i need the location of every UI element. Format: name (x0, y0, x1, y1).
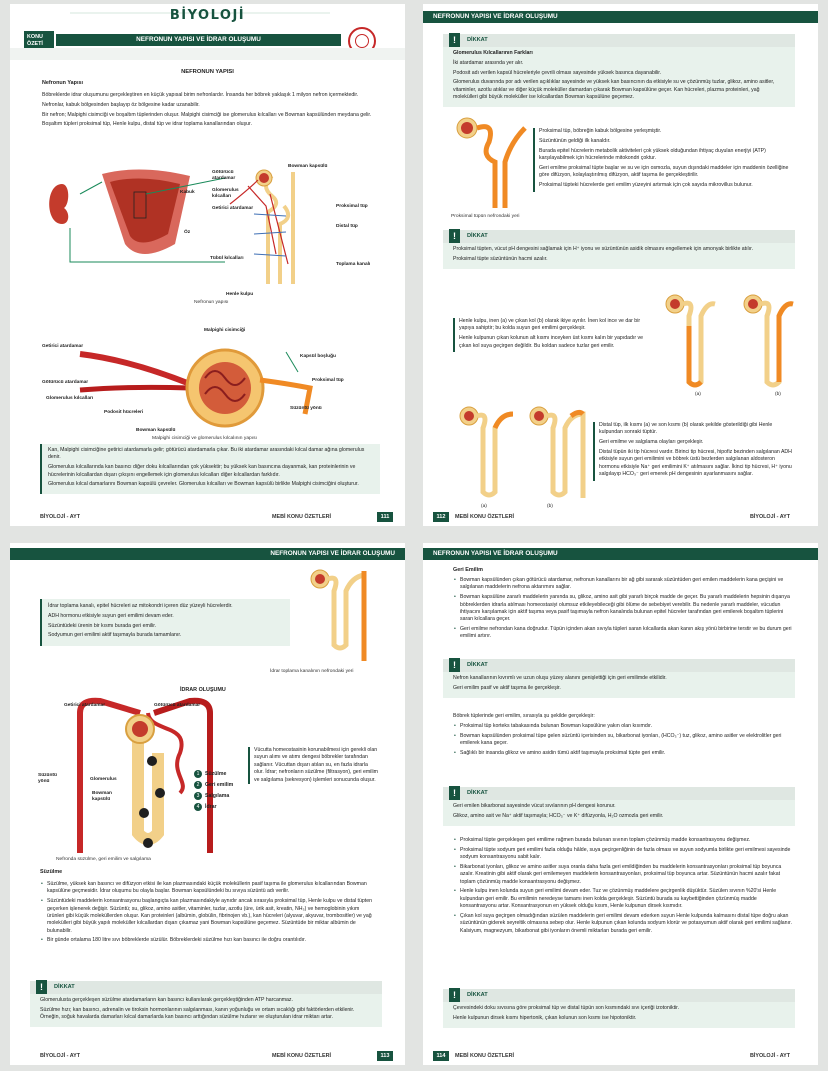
legend-number: 4 (194, 803, 202, 811)
header-text: NEFRONUN YAPISI VE İDRAR OLUŞUMU (433, 550, 558, 557)
legend-label: Geri emilim (205, 782, 234, 788)
footer-subject: BİYOLOJİ - AYT (40, 1053, 81, 1059)
list-item: • Bir günde ortalama 180 litre sıvı böbreklerde süzülür. Böbreklerdeki süzülme hızı kan basıncı ile doğru orantılıdır. (40, 937, 378, 944)
figure-caption: İdrar toplama kanalının nefrondaki yeri (270, 669, 354, 674)
label-a: (a) (695, 392, 701, 397)
dikkat-box (443, 1002, 795, 1028)
footer-series: MEBİ KONU ÖZETLERİ (455, 514, 514, 520)
paragraph: Proksimal tüpte süzüntünün hacmi azalır. (453, 255, 548, 262)
figure-caption: Nefronda süzülme, geri emilim ve salgılama (56, 857, 151, 862)
page-number: 113 (377, 1051, 393, 1061)
dikkat-box (443, 47, 795, 107)
legend-item (194, 802, 244, 813)
warning-icon: ! (449, 988, 460, 1003)
warning-icon: ! (449, 229, 460, 244)
subsection-title: Süzülme (40, 869, 63, 875)
collecting-duct-box (40, 599, 290, 646)
subject-title: BİYOLOJİ (169, 8, 246, 23)
paragraph: Henle kulpunun dirsek kısmı hipertonik, çıkan kolunun son kısmı ise hipotoniktir. (453, 1014, 637, 1021)
label-glomerulus: Glomerulus kılcalları (212, 188, 239, 199)
page-113 (10, 543, 405, 1065)
warning-icon: ! (449, 33, 460, 48)
page-header (423, 548, 818, 560)
paragraph: Distal tüp, ilk kısmı (a) ve son kısmı (b) olarak şekilde gösterildiği gibi Henle kulpundan sonraki tüptür. (599, 422, 773, 436)
page-number: 114 (433, 1051, 449, 1061)
label-goturucu: Götürücü atardamar (154, 703, 201, 708)
label-proksimal-2: Proksimal tüp (312, 378, 344, 383)
label-bowman: Bowman kapsülü (288, 164, 328, 169)
paragraph: Böbrek tüplerinde geri emilim, sırasıyla şu şekilde gerçekleşir: (453, 713, 595, 719)
legend-item (194, 769, 244, 780)
proximal-tube-figure (451, 112, 531, 212)
page-header (423, 11, 818, 23)
paragraph: Proksimal tüpteki hücrelerde geri emilim yüzeyini artırmak için çok sayıda mikrovillus bulunur. (539, 181, 753, 188)
homeostasis-text: Vücutta homeostasinin korunabilmesi için gerekli olan suyun alımı ve atımı dengesi böbrekler tarafından sağlanır. Vücuttan dışarı atılan su, en fazla idrarla olur. İdrar; nefronların süzülme (filtrasyon), geri emilim ve salgılama (sekresyon) işlemleri sonucunda oluşur. (248, 747, 378, 784)
page-footer (10, 511, 405, 523)
dikkat-label: DİKKAT (467, 233, 488, 239)
dikkat-box-title (443, 787, 795, 800)
dikkat-label: DİKKAT (467, 37, 488, 43)
page-footer (10, 1050, 405, 1062)
header-text: NEFRONUN YAPISI VE İDRAR OLUŞUMU (136, 36, 261, 43)
label-podosit: Podosit hücreleri (104, 410, 144, 415)
footer-subject: BİYOLOJİ - AYT (749, 514, 790, 520)
section-title: NEFRONUN YAPISI (181, 69, 234, 75)
footer-series: MEBİ KONU ÖZETLERİ (272, 514, 331, 520)
list-item: • Geri emilme nefrondan kana doğrudur. Tüpün içinden akan sıvıyla tüpleri saran kılcallarda akan kanın akış yönü birbirine terstir ve bu durum geri emilimi artırır. (453, 626, 793, 641)
konu-ozeti-badge: KONU ÖZETİ (24, 31, 54, 53)
paragraph: Glomerulus duvarında por adı verilen açıklıklar sayesinde ve yüksek kan basıncının da etkisiyle su ve çözünmüş tuzlar, glikoz, amino asitler, vitaminler, azotlu atıklar ve diğer küçük moleküller damardan çıkarak Bowman kapsülüne geçer. Kan hücreleri, plazma proteinleri, yağ molekülleri gibi büyük moleküller ise kılcallardan Bowman kapsülüne geçemez. (453, 79, 775, 101)
concentration-list (453, 837, 793, 937)
paragraph: ADH hormonu etkisiyle suyun geri emilimi devam eder. (48, 612, 174, 619)
paragraph: Nefronlar, kabuk bölgesinden başlayıp öz bölgesine kadar uzanabilir. (42, 101, 200, 108)
label-goturucu-2: Götürücü atardamar (42, 380, 89, 385)
warning-icon: ! (36, 980, 47, 995)
label-getirici-2: Getirici atardamar (42, 344, 84, 349)
footer-subject: BİYOLOJİ - AYT (749, 1053, 790, 1059)
paragraph: Henle kulpunun çıkan kolunun alt kısmı inceyken üst kısmı kalın bir yapıdadır ve çıkan kol suya geçirgen değildir. Bu koldan sadece tuzlar geri emilir. (459, 335, 643, 349)
label-suzuntu: Süzüntü yönü (290, 406, 322, 411)
dikkat-box (443, 243, 795, 269)
footer-series: MEBİ KONU ÖZETLERİ (455, 1053, 514, 1059)
dikkat-label: DİKKAT (54, 984, 75, 990)
paragraph: Proksimal tüpten, vücut pH dengesini sağlamak için H⁺ iyonu ve süzüntünün asidik olmasını engellemek için amonyak birlikte atılır. (453, 246, 754, 252)
henle-figure (655, 286, 805, 396)
nephron-structure-figure (40, 164, 380, 304)
dikkat-box (443, 672, 795, 698)
label-glomerulus: Glomerulus (90, 777, 117, 782)
dikkat-box-title (443, 659, 795, 672)
paragraph: Geri emilme ve salgılama olayları gerçekleşir. (599, 439, 704, 446)
label-tubul: Tübül kılcalları (210, 256, 244, 261)
paragraph: Proksimal tüp, böbreğin kabuk bölgesine yerleşmiştir. (539, 128, 662, 134)
legend-number: 1 (194, 770, 202, 778)
figure-caption: Proksimal tüpün nefrondaki yeri (451, 214, 520, 219)
label-toplama: Toplama kanalı (336, 262, 371, 267)
paragraph: Nefron kanallarının kıvrımlı ve uzun oluşu yüzey alanını genişlettiği için geri emilimde etkilidir. (453, 675, 667, 681)
list-item: • Bowman kapsülüne zararlı maddelerin yanında su, glikoz, amino asit gibi yararlı birçok madde de geçer. Bu yararlı maddelerin hepsinin dışarıya böbreklerden idrarla atılması homeostasiyi olumsuz etkileyebileceği gibi ölüme de sebebiyet verebilir. Bu nedenle yararlı maddeler, vücudun ihtiyacını karşılamak için aktif taşıma veya pasif taşımayla nefron kanalında bulunan epitel hücreler tarafından geri emilerek boşaltım tüplerini saran kılcallara geçer. (453, 594, 793, 624)
header-text: NEFRONUN YAPISI VE İDRAR OLUŞUMU (270, 550, 395, 557)
filtration-list (40, 881, 378, 947)
paragraph: Burada epitel hücrelerin metabolik aktiviteleri çok yüksek olduğundan ihtiyaç duyulan enerjiyi (ATP) karşılayabilmek için hücrelerinde mitokondri çoktur. (539, 147, 766, 161)
footer-subject: BİYOLOJİ - AYT (40, 514, 81, 520)
dikkat-label: DİKKAT (467, 790, 488, 796)
paragraph: Distal tüpün iki tip hücresi vardır. Birinci tip hücresi, hipofiz bezinden salgılanan ADH etkisiyle suyun geri emilimini ve böbrek üstü bezlerden salgılanan aldosteron hormonu etkisiyle Na⁺ geri emilimini K⁺ atılmasını sağlar. İkinci tip hücresi, H⁺ iyonu salgılayıp HCO₃⁻ geri emerek pH dengesinin ayarlanmasını sağlar. (599, 448, 792, 478)
list-item: • Süzüntüdeki maddelerin konsantrasyonu başlangıçta kan plazmasındakiyle aynıdır ancak sırasıyla proksimal tüp, Henle kulpu ve distal tüpten geçerken işlenerek değişir. Süzüntü; su, glikoz, amino asitler, vitaminler, tuzlar, azotlu (üre, ürik asit, kreatin, NH₃) ve hemoglobinin yıkım ürünleri gibi küçük moleküllerden oluşur. Kan proteinleri (albümin, globülin, fibrinojen vb.), kan hücreleri (alyuvar, akyuvar, trombositler) ve yağ molekülleri gibi büyük yapılı moleküller kılcallardan dışarı çıkamaz yani Bowman kapsülüne geçemez. Süzüntüde bir miktar albümin de bulunabilir. (40, 898, 378, 935)
dikkat-box (30, 994, 382, 1027)
label-getirici: Getirici atardamar (212, 206, 254, 211)
reabsorption-list (453, 577, 793, 643)
subject-banner (10, 4, 405, 28)
dikkat-box-title (443, 989, 795, 1002)
paragraph: Bir nefron; Malpighi cisimciği ve boşaltım tüplerinden oluşur. Malpighi cisimciği ise glomerulus kılcalları ve Bowman kapsülünden meydana gelir. (42, 111, 372, 118)
proximal-text (533, 128, 795, 192)
label-b-2: (b) (547, 504, 553, 509)
header-text: NEFRONUN YAPISI VE İDRAR OLUŞUMU (433, 13, 558, 20)
dikkat-box-title (443, 230, 795, 243)
page-number: 111 (377, 512, 393, 522)
page-111 (10, 4, 405, 526)
list-item: • Bowman kapsülünden çıkan götürücü atardamar, nefronun kanallarını bir ağ gibi sararak süzüntüden geri emilen maddelerin kana geçişini ve salgılanan maddelerin nefrona aktarımını sağlar. (453, 577, 793, 592)
paragraph: Geri emilim pasif ve aktif taşıma ile gerçekleşir. (453, 684, 561, 691)
page-112 (423, 4, 818, 526)
paragraph: Glomerulus Kılcallarının Farkları (453, 50, 533, 56)
label-glom-2: Glomerulus kılcalları (46, 396, 94, 401)
distal-figure (453, 402, 593, 506)
intro-text (42, 92, 377, 131)
paragraph: Süzüntünün geldiği ilk kanaldır. (539, 137, 611, 144)
page-number: 112 (433, 512, 449, 522)
paragraph: Henle kulpu, inen (a) ve çıkan kol (b) olarak ikiye ayrılır. İnen kol ince ve dar bir yapıya sahiptir; bu kolda suyun geri emilimi gerçekleşir. (459, 318, 641, 332)
page-114 (423, 543, 818, 1065)
paragraph: Geri emilme proksimal tüpte başlar ve su ve için osmozla, suyun dışındaki maddeler için maddenin özelliğine göre difüzyon, kolaylaştırılmış difüzyon, aktif taşıma ile gerçekleştirilir. (539, 164, 789, 179)
label-distal: Distal tüp (336, 224, 358, 229)
collecting-duct-figure (306, 565, 376, 665)
figure-caption: Nefronun yapısı (194, 300, 229, 305)
label-getirici: Getirici atardamar (64, 703, 106, 708)
list-item: • Bowman kapsülünden proksimal tüpe gelen süzüntü içerisinden su, bikarbonat iyonları, (HCO₃⁻) tuz, glikoz, amino asitler ve elektrolitler geri emilerek kana geçer. (453, 733, 793, 748)
henle-text (453, 318, 649, 352)
legend-number: 3 (194, 792, 202, 800)
subsection-title: Geri Emilim (453, 567, 483, 573)
label-proksimal: Proksimal tüp (336, 204, 368, 209)
info-box (40, 444, 380, 494)
tubule-order-text (453, 713, 793, 759)
label-malpighi: Malpighi cisimciği (204, 328, 246, 333)
list-item: • Proksimal tüpte sodyum geri emilimi fazla olduğu hâlde, suya geçirgenliğinin de fazla olması ve suyun sodyumla birlikte geri emilmesi sayesinde sodyum konsantrasyonu sabit kalır. (453, 847, 793, 862)
dikkat-box-title (30, 981, 382, 994)
label-bowman: Bowman kapsülü (92, 791, 112, 803)
legend-item (194, 780, 244, 791)
paragraph: Sodyumun geri emilimi aktif taşımayla burada tamamlanır. (48, 632, 182, 639)
label-kapsul: Kapsül boşluğu (300, 354, 336, 359)
warning-icon: ! (449, 658, 460, 673)
paragraph: Çevresindeki doku sıvısına göre proksimal tüp ve distal tüpün son kısmındaki sıvı içeriği izotoniktir. (453, 1005, 680, 1011)
dikkat-label: DİKKAT (467, 992, 488, 998)
paragraph: Glomerulus kılcal damarlarını Bowman kapsülü çevreler. Glomerulus kılcalları ve Bowman kapsülü birlikte Malpighi cisimciğini oluşturur. (48, 481, 359, 488)
dikkat-label: DİKKAT (467, 662, 488, 668)
subsection-title: Nefronun Yapısı (42, 80, 83, 86)
label-b: (b) (775, 392, 781, 397)
paragraph: Glomerulus kılcallarında kan basıncı diğer doku kılcallarından çok yüksektir; bu yüksek kan basıncına dayanmak, kan proteinlerinin ve hücrelerinin kılcallardan dışarı çıkışını engellemek için glomerulus kılcalları diğer kılcallardan farklıdır. (48, 464, 356, 478)
page-footer (423, 1050, 818, 1062)
label-bowman-2: Bowman kapsülü (136, 428, 176, 433)
list-item: • Henle kulpu inen kolunda suyun geri emilimi devam eder. Tuz ve çözünmüş maddelere geçirgenlik düşüktür. Süzülen sıvının %20'si Henle kulpundan geri emilir. Bu emilimin neredeyse tamamı inen kolda gerçekleşir. Süzüntü burada su kaybettiğinden çözünmüş madde konsantrasyonu artar. Konsantrasyonun en yüksek olduğu kısım, Henle kulpunun dirsek kısmıdır. (453, 888, 793, 910)
dikkat-box (443, 800, 795, 826)
list-item: • Süzülme, yüksek kan basıncı ve difüzyon etkisi ile kan plazmasındaki küçük moleküllerin pasif taşıma ile glomerulus kılcallarından Bowman kapsülüne geçmesidir. İdrar oluşumu bu olayla başlar. Bowman kapsülündeki bu sıvıya süzüntü adı verilir. (40, 881, 378, 896)
legend-number: 2 (194, 781, 202, 789)
paragraph: Podosit adı verilen kapsül hücreleriyle çevrili olması sayesinde yüksek basınca dayanabilir. (453, 69, 662, 76)
page-header (10, 548, 405, 560)
process-legend (194, 769, 244, 813)
paragraph: Geri emilen bikarbonat sayesinde vücut sıvılarının pH dengesi korunur. (453, 803, 616, 809)
figure-title: İDRAR OLUŞUMU (180, 687, 226, 693)
distal-text (593, 422, 795, 481)
paragraph: Süzüntüdeki ürenin bir kısmı burada geri emilir. (48, 622, 157, 629)
paragraph: İdrar toplama kanalı, epitel hücreleri az mitokondri içeren düz yüzeyli hücrelerdir. (48, 603, 233, 609)
legend-item (194, 791, 244, 802)
warning-icon: ! (449, 786, 460, 801)
list-item: • Proksimal tüp korteks tabakasında bulunan Bowman kapsülüne yakın olan kısımdır. (453, 723, 793, 730)
paragraph: İki atardamar arasında yer alır. (453, 59, 524, 66)
figure-caption: Malpighi cisimciği ve glomerulus kılcalının yapısı (152, 436, 257, 441)
paragraph: Kan, Malpighi cisimciğine getirici atardamarla gelir; götürücü atardamarla çıkar. Bu iki atardamar arasındaki kılcal damar ağına glomerulus denir. (48, 447, 365, 461)
label-a-2: (a) (481, 504, 487, 509)
label-kabuk: Kabuk (180, 190, 195, 195)
paragraph: Böbreklerde idrar oluşumunu gerçekleştiren en küçük yapısal birim nefronlardır. İnsanda her böbrek yaklaşık 1 milyon nefron içermektedir. (42, 92, 359, 98)
footer-series: MEBİ KONU ÖZETLERİ (272, 1053, 331, 1059)
label-oz: Öz (184, 230, 191, 235)
list-item: • Sağlıklı bir insanda glikoz ve amino asidin tümü aktif taşımayla proksimal tüpte geri emilir. (453, 750, 793, 757)
paragraph: Boşaltım tüpleri proksimal tüp, Henle kulpu, distal tüp ve idrar toplama kanallarından oluşur. (42, 121, 252, 128)
legend-label: Süzülme (205, 771, 227, 777)
page-header (56, 34, 341, 46)
paragraph: Glikoz, amino asit ve Na⁺ aktif taşımayla; HCO₃⁻ ve K⁺ difüzyonla, H₂O ozmozla geri emilir. (453, 812, 664, 819)
legend-label: İdrar (205, 804, 217, 810)
malpighi-figure (40, 324, 380, 444)
label-henle: Henle kulpu (226, 292, 254, 297)
page-footer (423, 511, 818, 523)
kidney-illustration (40, 164, 380, 304)
paragraph: Süzülme hızı; kan basıncı, adrenalin ve tiroksin hormonlarının salgılanması, kanın yoğunluğu ve ortam sıcaklığı gibi faktörlerden etkilenir. Örneğin, soğuk havalarda damarları kılcal damarlarda kan basıncı arttığından süzülme hızlanır ve oluşturulan idrar miktarı artar. (40, 1006, 355, 1021)
label-suzuntu: Süzüntü yönü (38, 773, 57, 785)
paragraph: Glomerulusta gerçekleşen süzülme atardamarların kan basıncı kullanılarak gerçekleştiğinden ATP harcanmaz. (40, 997, 293, 1003)
label-goturucu: Götürücü atardamar (212, 170, 236, 181)
list-item: • Çıkan kol suya geçirgen olmadığından süzülen maddelerin geri emilimi devam ederken suyun Henle kulpunda kalmasını distal tüpe doğru akan süzüntünün giderek seyreltik olmasına sebep olur. Henle kulpunun çıkan kolunda sodyum klorür ve potasyumun aktif olarak geri emilimi sağlanır. Kalsiyum, magnezyum, bikarbonat gibi iyonların önemli miktarları burada geri emilir. (453, 913, 793, 935)
dikkat-box-title (443, 34, 795, 47)
list-item: • Bikarbonat iyonları, glikoz ve amino asitler suya oranla daha fazla geri emildiğinden bu maddelerin konsantrasyonları proksimal tüp boyunca azalır. Kreatinin gibi aktif olarak geri emilemeyen maddelerin konsantrasyonları, proksimal tüp boyunca artar. Süzüntünün hacmi azalır fakat toplam çözünmüş madde konsantrasyonu değişmez. (453, 864, 793, 886)
legend-label: Salgılama (205, 793, 230, 799)
list-item: • Proksimal tüpte gerçekleşen geri emilime rağmen burada bulunan sıvının toplam çözünmüş madde konsantrasyonu değişmez. (453, 837, 793, 844)
